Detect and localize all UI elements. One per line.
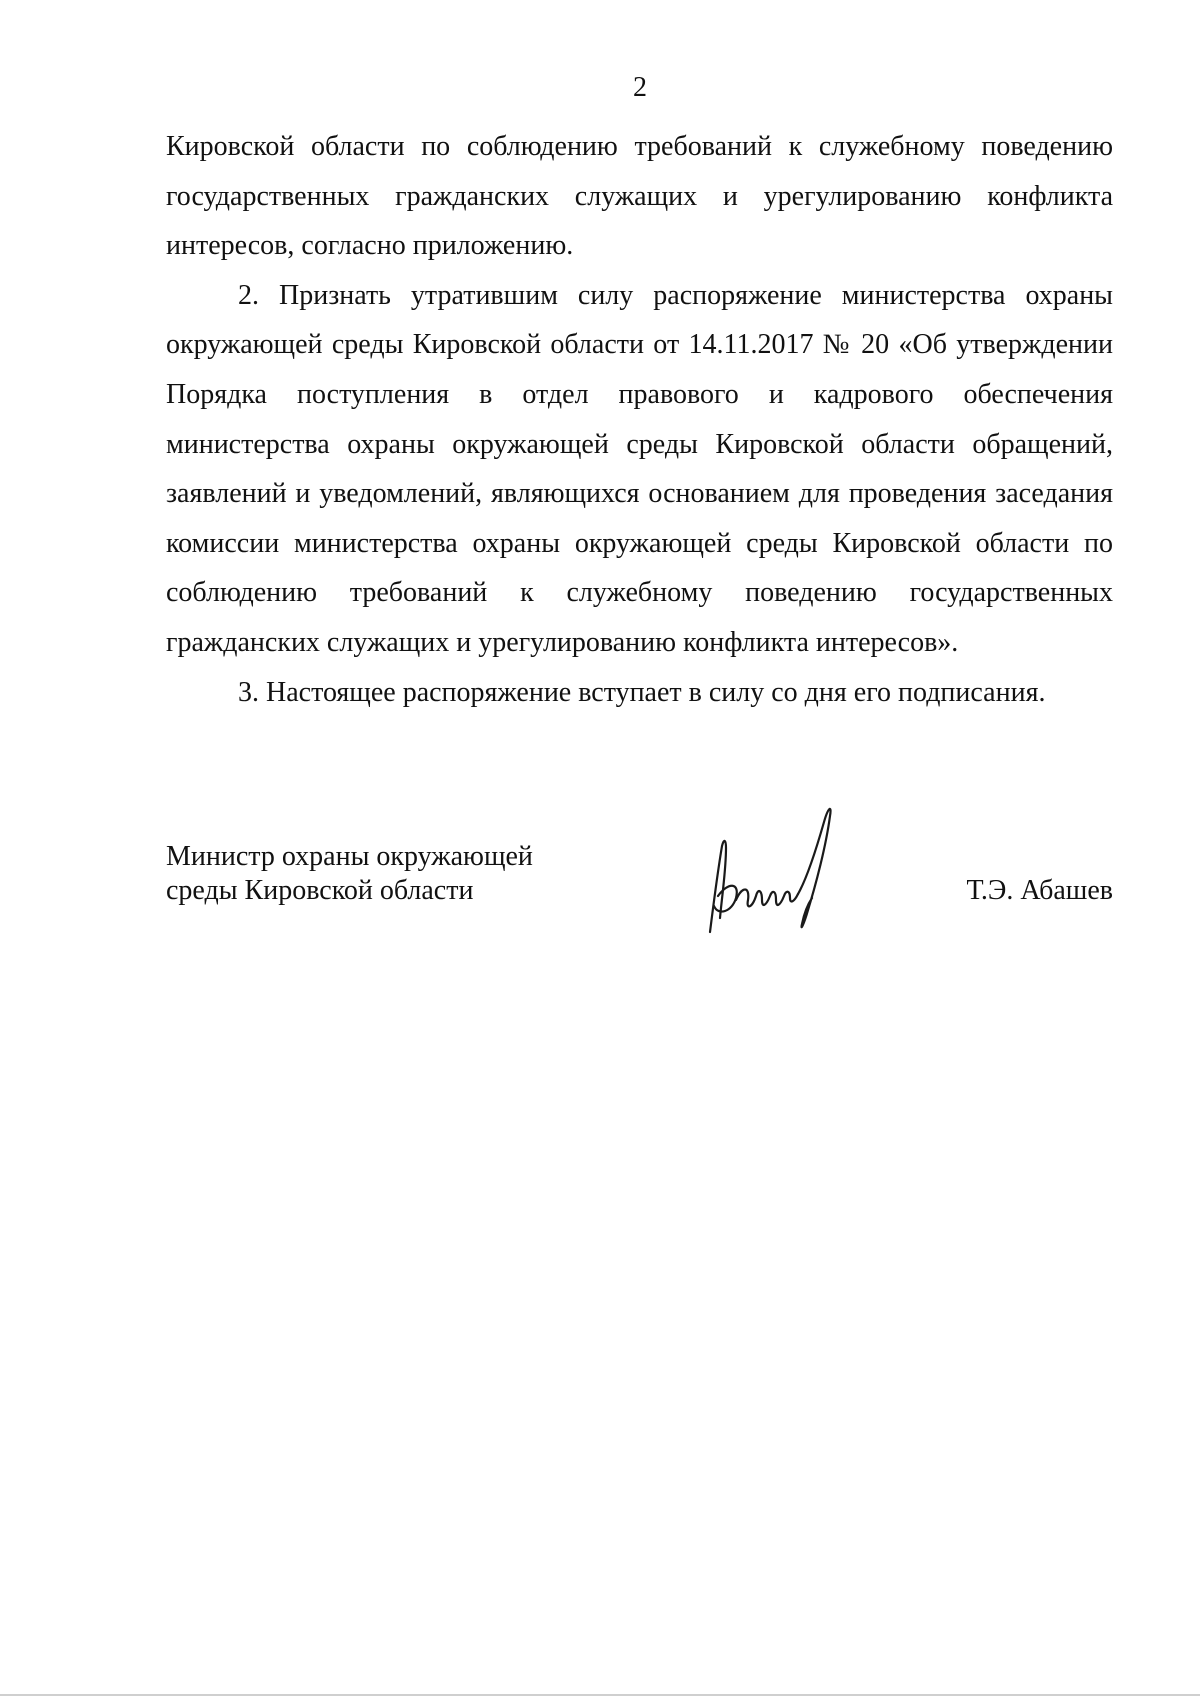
page-number: 2 bbox=[633, 72, 647, 103]
paragraph-item-2: 2. Признать утратившим силу распоряжение министерства охраны окружающей среды Кировской области от 14.11.2017 № 20 «Об утверждении Порядка поступления в отдел правового и кадрового обеспечения министерства охраны окружающей среды Кировской области обращений, заявлений и уведомлений, являющихся основанием для проведения заседания комиссии министерства охраны окружающей среды Кировской области по соблюдению требований к служебному поведению государственных гражданских служащих и урегулированию конфликта интересов». bbox=[166, 279, 1113, 658]
signatory-title-line-2: среды Кировской области bbox=[166, 875, 474, 906]
scan-edge-divider bbox=[0, 1694, 1200, 1696]
paragraph-continuation: Кировской области по соблюдению требований к служебному поведению государственных гражданских служащих и урегулированию конфликта интересов, согласно приложению. bbox=[166, 131, 1113, 262]
handwritten-signature bbox=[696, 800, 846, 940]
signatory-title-line-1: Министр охраны окружающей bbox=[166, 841, 533, 872]
signatory-title bbox=[166, 840, 533, 908]
document-body bbox=[166, 122, 1113, 717]
paragraph-item-3: 3. Настоящее распоряжение вступает в силу со дня его подписания. bbox=[238, 676, 1046, 708]
signatory-name: Т.Э. Абашев bbox=[966, 875, 1113, 906]
signature-block bbox=[166, 840, 1113, 950]
